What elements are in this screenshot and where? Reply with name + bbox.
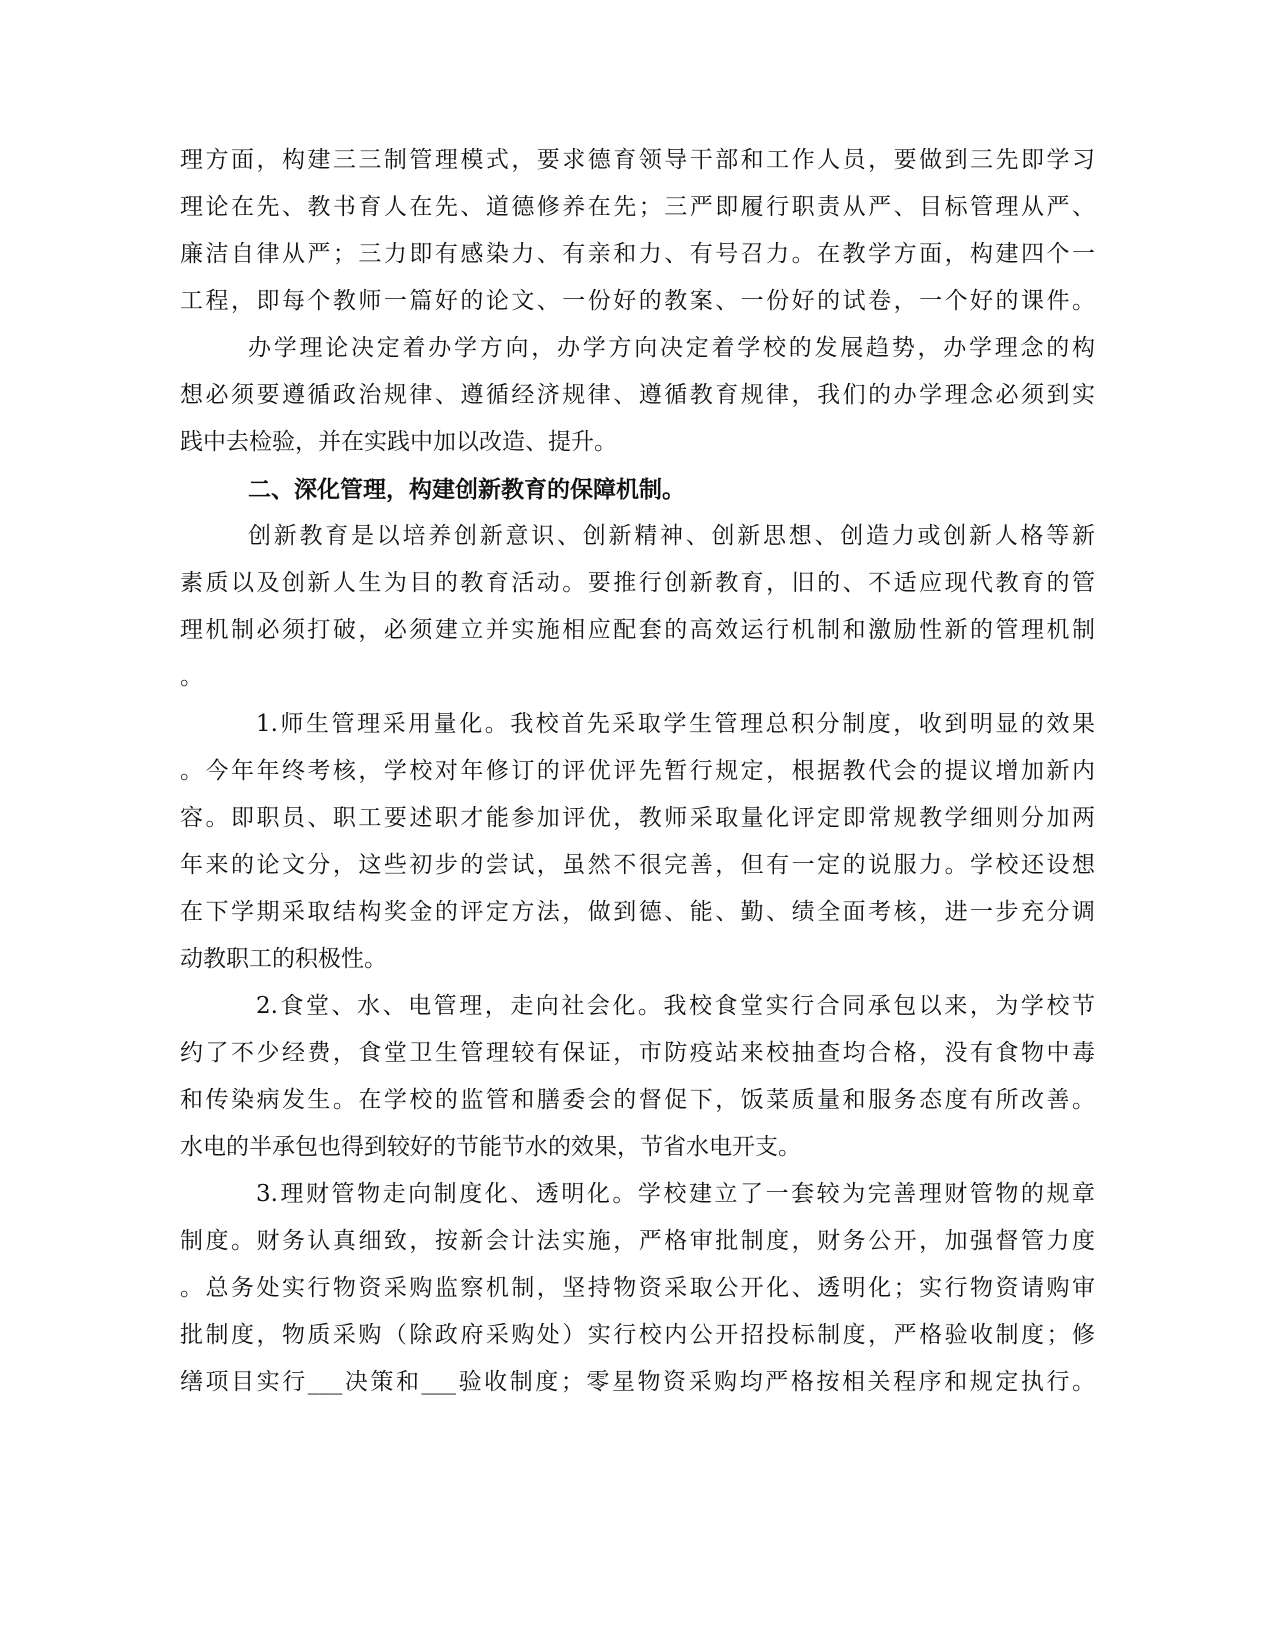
text-line: 约了不少经费，食堂卫生管理较有保证，市防疫站来校抽查均合格，没有食物中毒 [180, 1040, 1095, 1066]
paragraph [180, 983, 1095, 1171]
text-line: 年来的论文分，这些初步的尝试，虽然不很完善，但有一定的说服力。学校还设想 [180, 852, 1095, 878]
text-line: 理方面，构建三三制管理模式，要求德育领导干部和工作人员，要做到三先即学习 [180, 147, 1095, 173]
text-line: 。总务处实行物资采购监察机制，坚持物资采取公开化、透明化；实行物资请购审 [180, 1275, 1095, 1301]
text-line: 理机制必须打破，必须建立并实施相应配套的高效运行机制和激励性新的管理机制 [180, 617, 1095, 643]
text-line: 创新教育是以培养创新意识、创新精神、创新思想、创造力或创新人格等新 [248, 523, 1095, 549]
text-line: 水电的半承包也得到较好的节能节水的效果，节省水电开支。 [180, 1134, 801, 1160]
text-line: 制度。财务认真细致，按新会计法实施，严格审批制度，财务公开，加强督管力度 [180, 1228, 1095, 1254]
paragraph [180, 513, 1095, 701]
text-line: 践中去检验，并在实践中加以改造、提升。 [180, 429, 617, 455]
text-line: 缮项目实行___决策和___验收制度；零星物资采购均严格按相关程序和规定执行。 [180, 1369, 1095, 1395]
text-line: 工程，即每个教师一篇好的论文、一份好的教案、一份好的试卷，一个好的课件。 [180, 288, 1095, 314]
text-line: 想必须要遵循政治规律、遵循经济规律、遵循教育规律，我们的办学理念必须到实 [180, 382, 1095, 408]
text-line: 1.师生管理采用量化。我校首先采取学生管理总积分制度，收到明显的效果 [256, 711, 1095, 737]
text-line: 办学理论决定着办学方向，办学方向决定着学校的发展趋势，办学理念的构 [248, 335, 1095, 361]
text-line: 。今年年终考核，学校对年修订的评优评先暂行规定，根据教代会的提议增加新内 [180, 758, 1095, 784]
paragraph [180, 137, 1095, 325]
paragraph [180, 325, 1095, 466]
text-line: 2.食堂、水、电管理，走向社会化。我校食堂实行合同承包以来，为学校节 [256, 993, 1095, 1019]
paragraph [180, 701, 1095, 983]
text-line: 在下学期采取结构奖金的评定方法，做到德、能、勤、绩全面考核，进一步充分调 [180, 899, 1095, 925]
paragraph [180, 1171, 1095, 1406]
section-heading: 二、深化管理，构建创新教育的保障机制。 [248, 476, 685, 503]
text-line: 。 [180, 664, 203, 690]
text-line: 素质以及创新人生为目的教育活动。要推行创新教育，旧的、不适应现代教育的管 [180, 570, 1095, 596]
text-line: 3.理财管物走向制度化、透明化。学校建立了一套较为完善理财管物的规章 [256, 1181, 1095, 1207]
text-line: 理论在先、教书育人在先、道德修养在先；三严即履行职责从严、目标管理从严、 [180, 194, 1095, 220]
text-line: 廉洁自律从严；三力即有感染力、有亲和力、有号召力。在教学方面，构建四个一 [180, 241, 1095, 267]
document-page [180, 137, 1095, 1406]
text-line: 和传染病发生。在学校的监管和膳委会的督促下，饭菜质量和服务态度有所改善。 [180, 1087, 1095, 1113]
text-line: 批制度，物质采购（除政府采购处）实行校内公开招投标制度，严格验收制度；修 [180, 1322, 1095, 1348]
text-line: 容。即职员、职工要述职才能参加评优，教师采取量化评定即常规教学细则分加两 [180, 805, 1095, 831]
text-line: 动教职工的积极性。 [180, 946, 387, 972]
